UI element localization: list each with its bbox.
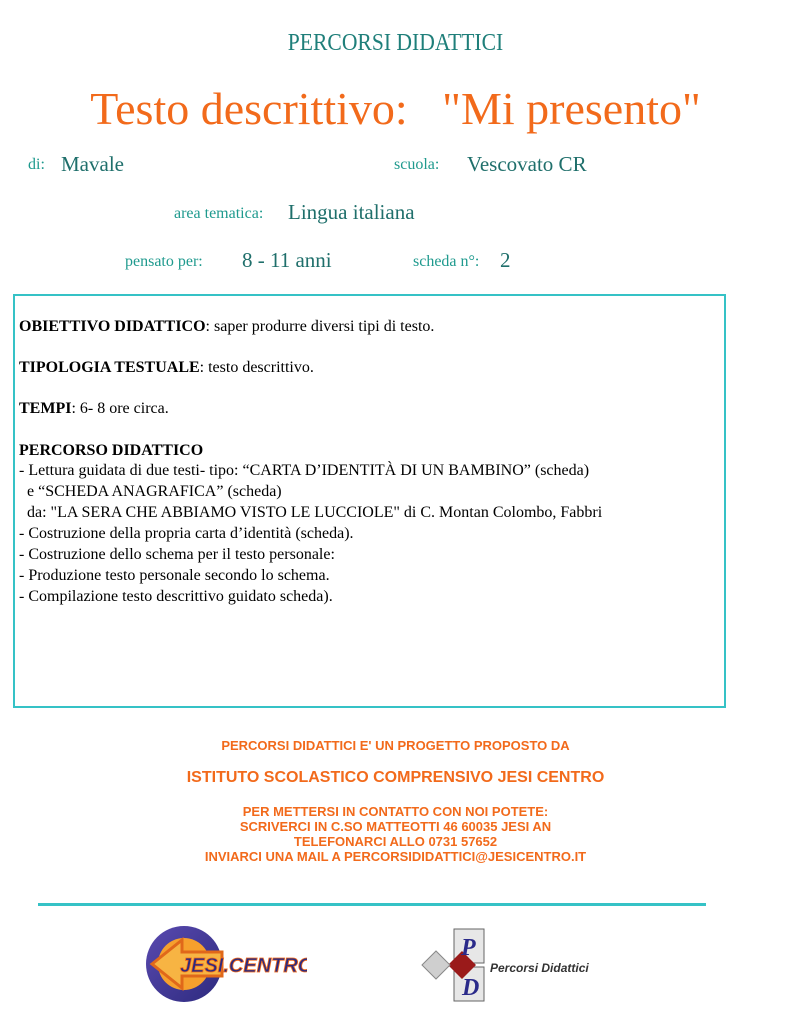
path-heading [19, 442, 203, 460]
contact-line-4: INVIARCI UNA MAIL A PERCORSIDIDATTICI@JESICENTRO.IT [204, 849, 587, 864]
jesi-centro-logo [142, 922, 307, 1006]
contact-line-1: PER METTERSI IN CONTATTO CON NOI POTETE: [242, 804, 549, 819]
sheet-label: scheda n°: [413, 253, 480, 270]
area-value: Lingua italiana [288, 200, 415, 224]
age-value: 8 - 11 anni [242, 248, 332, 272]
project-line: PERCORSI DIDATTICI E' UN PROGETTO PROPOSTO DA [221, 738, 570, 753]
path-line-5: - Costruzione dello schema per il testo personale: [19, 546, 335, 563]
path-line-1: - Lettura guidata di due testi- tipo: “CARTA D’IDENTITÀ DI UN BAMBINO” (scheda) [19, 462, 590, 479]
objective-label: OBIETTIVO DIDATTICO [19, 318, 206, 335]
pd-letter-d: D [462, 975, 480, 1001]
pd-letter-p: P [461, 935, 476, 961]
age-label: pensato per: [125, 253, 203, 270]
time-text: : 6- 8 ore circa. [71, 400, 169, 417]
typology-line [19, 359, 314, 377]
path-line-6: - Produzione testo personale secondo lo schema. [19, 567, 330, 584]
jesi-logo-text: JESI.CENTRO [180, 955, 307, 977]
path-line-3: da: "LA SERA CHE ABBIAMO VISTO LE LUCCIOLE" di C. Montan Colombo, Fabbri [19, 504, 603, 521]
pd-logo-text: Percorsi Didattici [490, 961, 589, 975]
contact-line-2: SCRIVERCI IN C.SO MATTEOTTI 46 60035 JESI AN [239, 819, 552, 834]
percorsi-didattici-logo [420, 925, 600, 1005]
path-line-7: - Compilazione testo descrittivo guidato scheda). [19, 588, 333, 605]
typology-text: : testo descrittivo. [199, 359, 314, 376]
path-line-4: - Costruzione della propria carta d’identità (scheda). [19, 525, 354, 542]
sheet-value: 2 [500, 248, 511, 272]
path-line-2: e “SCHEDA ANAGRAFICA” (scheda) [19, 483, 282, 500]
institute-name: ISTITUTO SCOLASTICO COMPRENSIVO JESI CENTRO [186, 769, 605, 786]
area-label: area tematica: [174, 205, 264, 222]
content-box [13, 294, 726, 708]
header-title: PERCORSI DIDATTICI [287, 30, 504, 56]
objective-text: : saper produrre diversi tipi di testo. [205, 318, 435, 335]
typology-label: TIPOLOGIA TESTUALE [19, 359, 200, 376]
path-label: PERCORSO DIDATTICO [19, 442, 204, 459]
contact-line-3: TELEFONARCI ALLO 0731 57652 [293, 834, 498, 849]
objective-line [19, 318, 434, 336]
author-label: di: [28, 156, 45, 173]
contact-block [0, 804, 791, 864]
time-line [19, 400, 169, 418]
time-label: TEMPI [19, 400, 72, 417]
page-title: Testo descrittivo: "Mi presento" [90, 83, 701, 134]
school-value: Vescovato CR [467, 152, 587, 176]
divider [38, 903, 706, 906]
school-label: scuola: [394, 156, 440, 173]
pd-logo-graphic [420, 925, 600, 1005]
jesi-logo-graphic [142, 922, 307, 1006]
author-value: Mavale [61, 152, 124, 176]
